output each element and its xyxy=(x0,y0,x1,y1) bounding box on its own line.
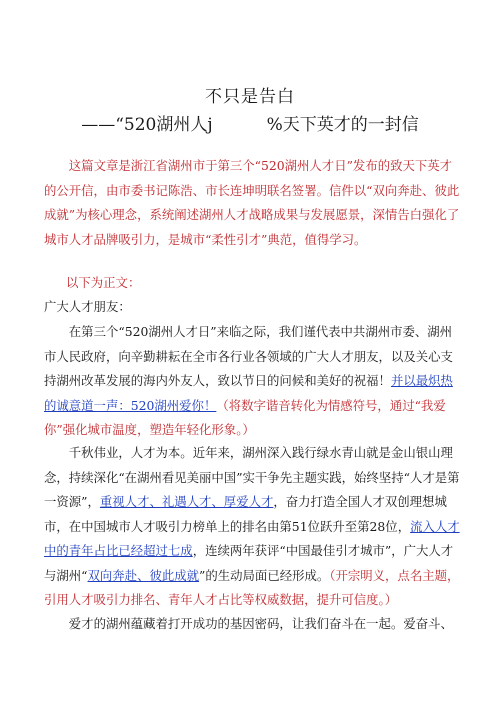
p2-text-c: ，奋力打造全国人才双创理想城市，在中国城市人才吸引力榜单上的排名由第51位跃升至第28位， xyxy=(44,494,447,534)
p2-link-mutual[interactable]: 双向奔赴、彼此成就 xyxy=(87,567,200,583)
p1-text: 在第三个“520湖州人才日”来临之际，我们谨代表中共湖州市委、湖州市人民政府，向辛勤耕耘在全市各行业各领域的广大人才朋友，以及关心支持湖州改革发展的海内外友人，致以节日的问候和美好的祝福！ xyxy=(44,324,453,388)
p2-text-g: ”的生动局面已经形成。 xyxy=(199,567,330,583)
section-label: 以下为正文： xyxy=(66,275,141,290)
intro-summary: 这篇文章是浙江省湖州市于第三个“520湖州人才日”发布的致天下英才的公开信，由市委书记陈浩、市长连坤明联名签署。信件以“双向奔赴、彼此成就”为核心理念，系统阐述湖州人才战略成果与发展愿景，深情告白强化了城市人才品牌吸引力，是城市“柔性引才”典范，值得学习。 xyxy=(44,158,460,247)
p2-link-youth[interactable]: 流入人才中的青年占比已经超过七成 xyxy=(44,518,460,558)
p2-text-a: 千秋伟业，人才为本。近年来，湖州深入践行绿水青山就是金山银山理念，持续深化“在湖州看见美丽中国”实干争先主题实践，始终坚持“人才是第一资源”， xyxy=(44,445,460,509)
paragraph-1 xyxy=(44,320,460,443)
p1-annotation: （将数字谐音转化为情感符号，通过“我爱你”强化城市温度，塑造年轻化形象。） xyxy=(44,397,446,437)
page-title: 不只是告白 xyxy=(205,87,295,107)
paragraph-3: 爱才的湖州蕴藏着打开成功的基因密码，让我们奋斗在一起。爱奋斗、 xyxy=(68,616,453,631)
p2-link-talent[interactable]: 重视人才、礼遇人才、厚爱人才 xyxy=(99,494,274,509)
p2-annotation: （开宗明义，点名主题，引用人才吸引力排名、青年人才占比等权威数据，提升可信度。） xyxy=(44,567,460,607)
page-subtitle: ——“520湖州人j %天下英才的一封信 xyxy=(81,115,419,135)
p1-highlight-link[interactable]: 并以最炽热的诚意道一声：520湖州爱你！ xyxy=(44,373,453,413)
p2-text-e: ，连续两年获评“中国最佳引才城市”，广大人才与湖州“ xyxy=(44,543,454,583)
greeting: 广大人才朋友： xyxy=(44,299,131,314)
paragraph-2 xyxy=(44,441,460,613)
